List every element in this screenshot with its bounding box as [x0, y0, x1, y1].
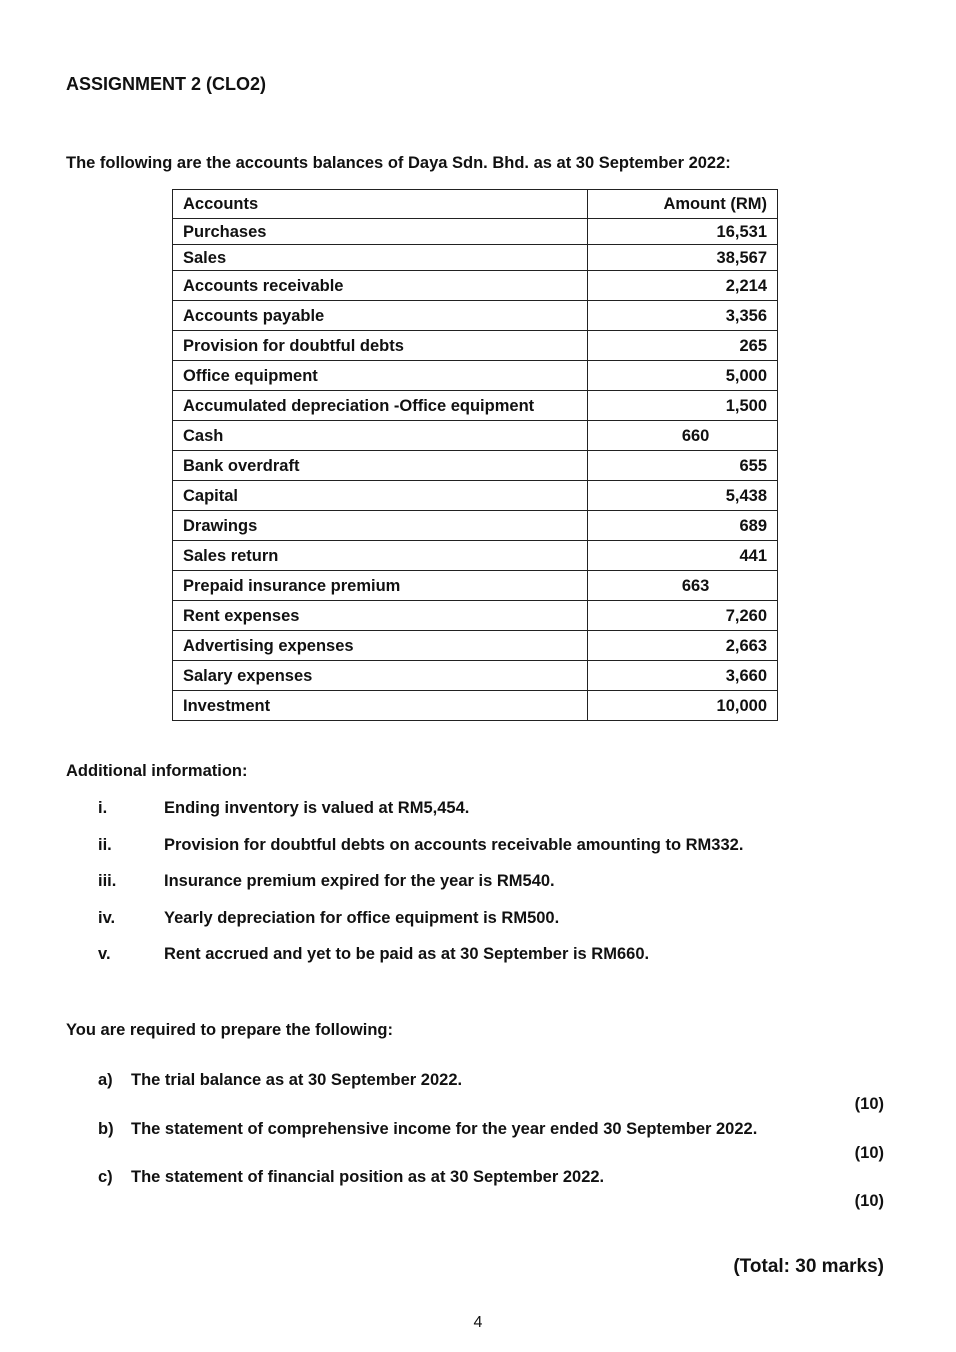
item-text: Insurance premium expired for the year is RM540.	[164, 872, 555, 890]
account-amount: 265	[587, 331, 777, 361]
accounts-table	[172, 189, 778, 721]
list-item	[98, 909, 559, 928]
intro-text: The following are the accounts balances of Daya Sdn. Bhd. as at 30 September 2022:	[66, 154, 731, 172]
table-row	[173, 245, 778, 271]
item-text: Yearly depreciation for office equipment is RM500.	[164, 909, 560, 927]
account-amount: 3,356	[587, 301, 777, 331]
account-name: Advertising expenses	[173, 631, 588, 661]
account-amount: 689	[587, 511, 777, 541]
list-item	[98, 872, 555, 891]
requirement-label: b)	[98, 1120, 114, 1138]
account-name: Sales return	[173, 541, 588, 571]
account-amount: 441	[587, 541, 777, 571]
table-row	[173, 601, 778, 631]
item-number: v.	[98, 945, 111, 963]
table-row	[173, 331, 778, 361]
account-amount: 663	[587, 571, 777, 601]
account-amount: 5,000	[587, 361, 777, 391]
header-accounts: Accounts	[173, 190, 588, 219]
account-name: Bank overdraft	[173, 451, 588, 481]
account-amount: 2,663	[587, 631, 777, 661]
account-name: Accumulated depreciation -Office equipment	[173, 391, 588, 421]
table-row	[173, 631, 778, 661]
account-name: Sales	[173, 245, 588, 271]
table-row	[173, 391, 778, 421]
account-name: Drawings	[173, 511, 588, 541]
list-item	[98, 945, 649, 964]
table-row	[173, 271, 778, 301]
item-number: iv.	[98, 909, 116, 927]
list-item	[98, 799, 469, 818]
marks-label: (10)	[854, 1095, 884, 1113]
account-amount: 7,260	[587, 601, 777, 631]
total-marks: (Total: 30 marks)	[733, 1256, 884, 1277]
table-row	[173, 361, 778, 391]
account-name: Office equipment	[173, 361, 588, 391]
account-amount: 10,000	[587, 691, 777, 721]
account-amount: 38,567	[587, 245, 777, 271]
item-text: Provision for doubtful debts on accounts receivable amounting to RM332.	[164, 836, 744, 854]
item-text: Ending inventory is valued at RM5,454.	[164, 799, 470, 817]
requirement-item	[98, 1120, 757, 1139]
account-name: Accounts payable	[173, 301, 588, 331]
account-name: Prepaid insurance premium	[173, 571, 588, 601]
table-row	[173, 571, 778, 601]
account-name: Provision for doubtful debts	[173, 331, 588, 361]
marks-label: (10)	[854, 1144, 884, 1162]
header-amount: Amount (RM)	[587, 190, 777, 219]
table-row	[173, 541, 778, 571]
table-row	[173, 661, 778, 691]
marks-label: (10)	[854, 1192, 884, 1210]
account-name: Accounts receivable	[173, 271, 588, 301]
account-name: Investment	[173, 691, 588, 721]
item-number: i.	[98, 799, 108, 817]
requirement-text: The statement of financial position as at 30 September 2022.	[131, 1168, 605, 1186]
requirement-text: The trial balance as at 30 September 2022.	[131, 1071, 463, 1089]
account-amount: 5,438	[587, 481, 777, 511]
requirements-heading: You are required to prepare the following:	[66, 1021, 393, 1039]
account-name: Cash	[173, 421, 588, 451]
table-row	[173, 421, 778, 451]
item-number: iii.	[98, 872, 117, 890]
item-number: ii.	[98, 836, 112, 854]
table-header-row	[173, 190, 778, 219]
account-amount: 16,531	[587, 219, 777, 245]
list-item	[98, 836, 743, 855]
page-number: 4	[473, 1314, 483, 1331]
requirement-item	[98, 1071, 462, 1090]
item-text: Rent accrued and yet to be paid as at 30 September is RM660.	[164, 945, 650, 963]
table-row	[173, 511, 778, 541]
account-name: Capital	[173, 481, 588, 511]
requirement-label: c)	[98, 1168, 113, 1186]
account-amount: 3,660	[587, 661, 777, 691]
account-amount: 2,214	[587, 271, 777, 301]
account-amount: 660	[587, 421, 777, 451]
account-name: Rent expenses	[173, 601, 588, 631]
table-row	[173, 481, 778, 511]
account-name: Purchases	[173, 219, 588, 245]
table-row	[173, 691, 778, 721]
requirement-text: The statement of comprehensive income for the year ended 30 September 2022.	[131, 1120, 758, 1138]
requirement-item	[98, 1168, 604, 1187]
additional-info-heading: Additional information:	[66, 762, 248, 780]
account-amount: 655	[587, 451, 777, 481]
requirement-label: a)	[98, 1071, 113, 1089]
table-row	[173, 451, 778, 481]
assignment-title: ASSIGNMENT 2 (CLO2)	[66, 74, 267, 94]
account-amount: 1,500	[587, 391, 777, 421]
account-name: Salary expenses	[173, 661, 588, 691]
table-row	[173, 301, 778, 331]
table-row	[173, 219, 778, 245]
